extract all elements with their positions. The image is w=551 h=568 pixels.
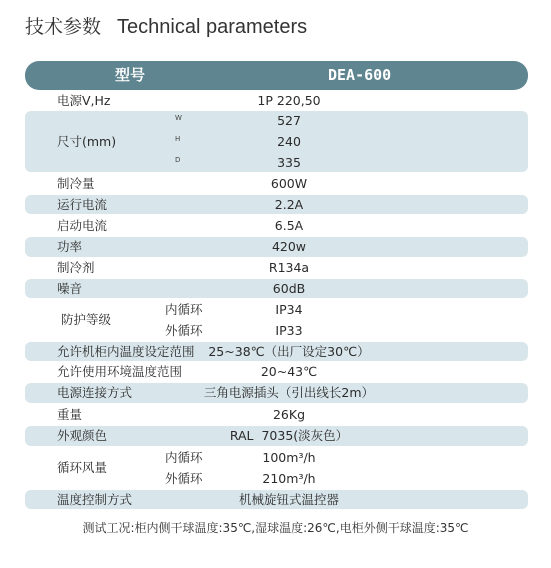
row-label: 外观颜色	[57, 428, 108, 443]
row-label: 制冷剂	[57, 260, 95, 275]
row-label: 启动电流	[57, 218, 108, 233]
dim-w-label: W	[175, 114, 182, 122]
test-conditions-note: 测试工况:柜内侧干球温度:35℃,湿球温度:26℃,电柜外侧干球温度:35℃	[82, 521, 469, 535]
row-value: R134a	[268, 260, 310, 275]
title-zh: 技术参数	[25, 16, 102, 38]
table-row-color	[25, 426, 528, 446]
row-value: 1P 220,50	[257, 93, 321, 108]
table-row-refrigerant	[25, 258, 528, 278]
row-label: 电源连接方式	[57, 385, 133, 400]
table-row-start-current	[25, 215, 528, 236]
row-label: 重量	[57, 407, 83, 422]
table-row-cabinet-temp	[25, 342, 528, 361]
dim-w-value: 527	[277, 113, 301, 128]
title-en: Technical parameters	[117, 16, 308, 38]
row-value: 6.5A	[274, 218, 304, 233]
outer-loop-value: IP33	[275, 323, 303, 338]
dim-d-label: D	[175, 156, 181, 164]
row-value: 20~43℃	[260, 364, 318, 379]
table-row-control	[25, 490, 528, 509]
model-value: DEA-600	[328, 66, 392, 84]
row-label: 电源V,Hz	[57, 93, 111, 108]
model-label: 型号	[115, 66, 146, 84]
row-label: 功率	[57, 239, 83, 254]
row-value: 60dB	[272, 281, 306, 296]
table-row-noise	[25, 279, 528, 298]
row-value: 25~38℃（出厂设定30℃）	[208, 344, 370, 359]
dim-d-value: 335	[277, 155, 301, 170]
row-value: RAL 7035(淡灰色）	[229, 428, 349, 443]
table-row-weight	[25, 404, 528, 425]
page-title	[25, 12, 307, 39]
row-label: 防护等级	[61, 312, 112, 327]
row-value: 600W	[270, 176, 308, 191]
inner-loop-label: 内循环	[165, 302, 203, 317]
row-label: 允许使用环境温度范围	[57, 364, 183, 379]
table-row-size	[25, 111, 528, 172]
table-header	[25, 61, 528, 90]
row-label: 噪音	[57, 281, 83, 296]
table-row-cooling	[25, 174, 528, 194]
outer-loop-label: 外循环	[165, 323, 203, 338]
inner-loop-label: 内循环	[165, 450, 203, 465]
row-value: 26Kg	[272, 407, 306, 422]
row-value: 机械旋钮式温控器	[238, 492, 340, 507]
table-row-run-current	[25, 195, 528, 214]
row-label: 温度控制方式	[57, 492, 133, 507]
row-value: 420w	[271, 239, 307, 254]
table-row-airflow	[25, 447, 528, 489]
outer-loop-value: 210m³/h	[262, 471, 316, 486]
inner-loop-value: IP34	[275, 302, 303, 317]
table-row-power	[25, 91, 528, 110]
row-label: 制冷量	[57, 176, 95, 191]
table-row-connection	[25, 383, 528, 403]
dim-h-value: 240	[277, 134, 301, 149]
table-row-power-rate	[25, 237, 528, 257]
outer-loop-label: 外循环	[165, 471, 203, 486]
row-label: 尺寸(mm)	[57, 134, 117, 149]
row-label: 允许机柜内温度设定范围	[57, 344, 195, 359]
row-value: 2.2A	[274, 197, 304, 212]
row-label: 运行电流	[57, 197, 108, 212]
inner-loop-value: 100m³/h	[262, 450, 316, 465]
dim-h-label: H	[175, 135, 181, 143]
row-value: 三角电源插头（引出线长2m）	[203, 385, 375, 400]
row-label: 循环风量	[57, 460, 108, 475]
table-row-protection	[25, 299, 528, 341]
table-row-ambient-temp	[25, 362, 528, 382]
